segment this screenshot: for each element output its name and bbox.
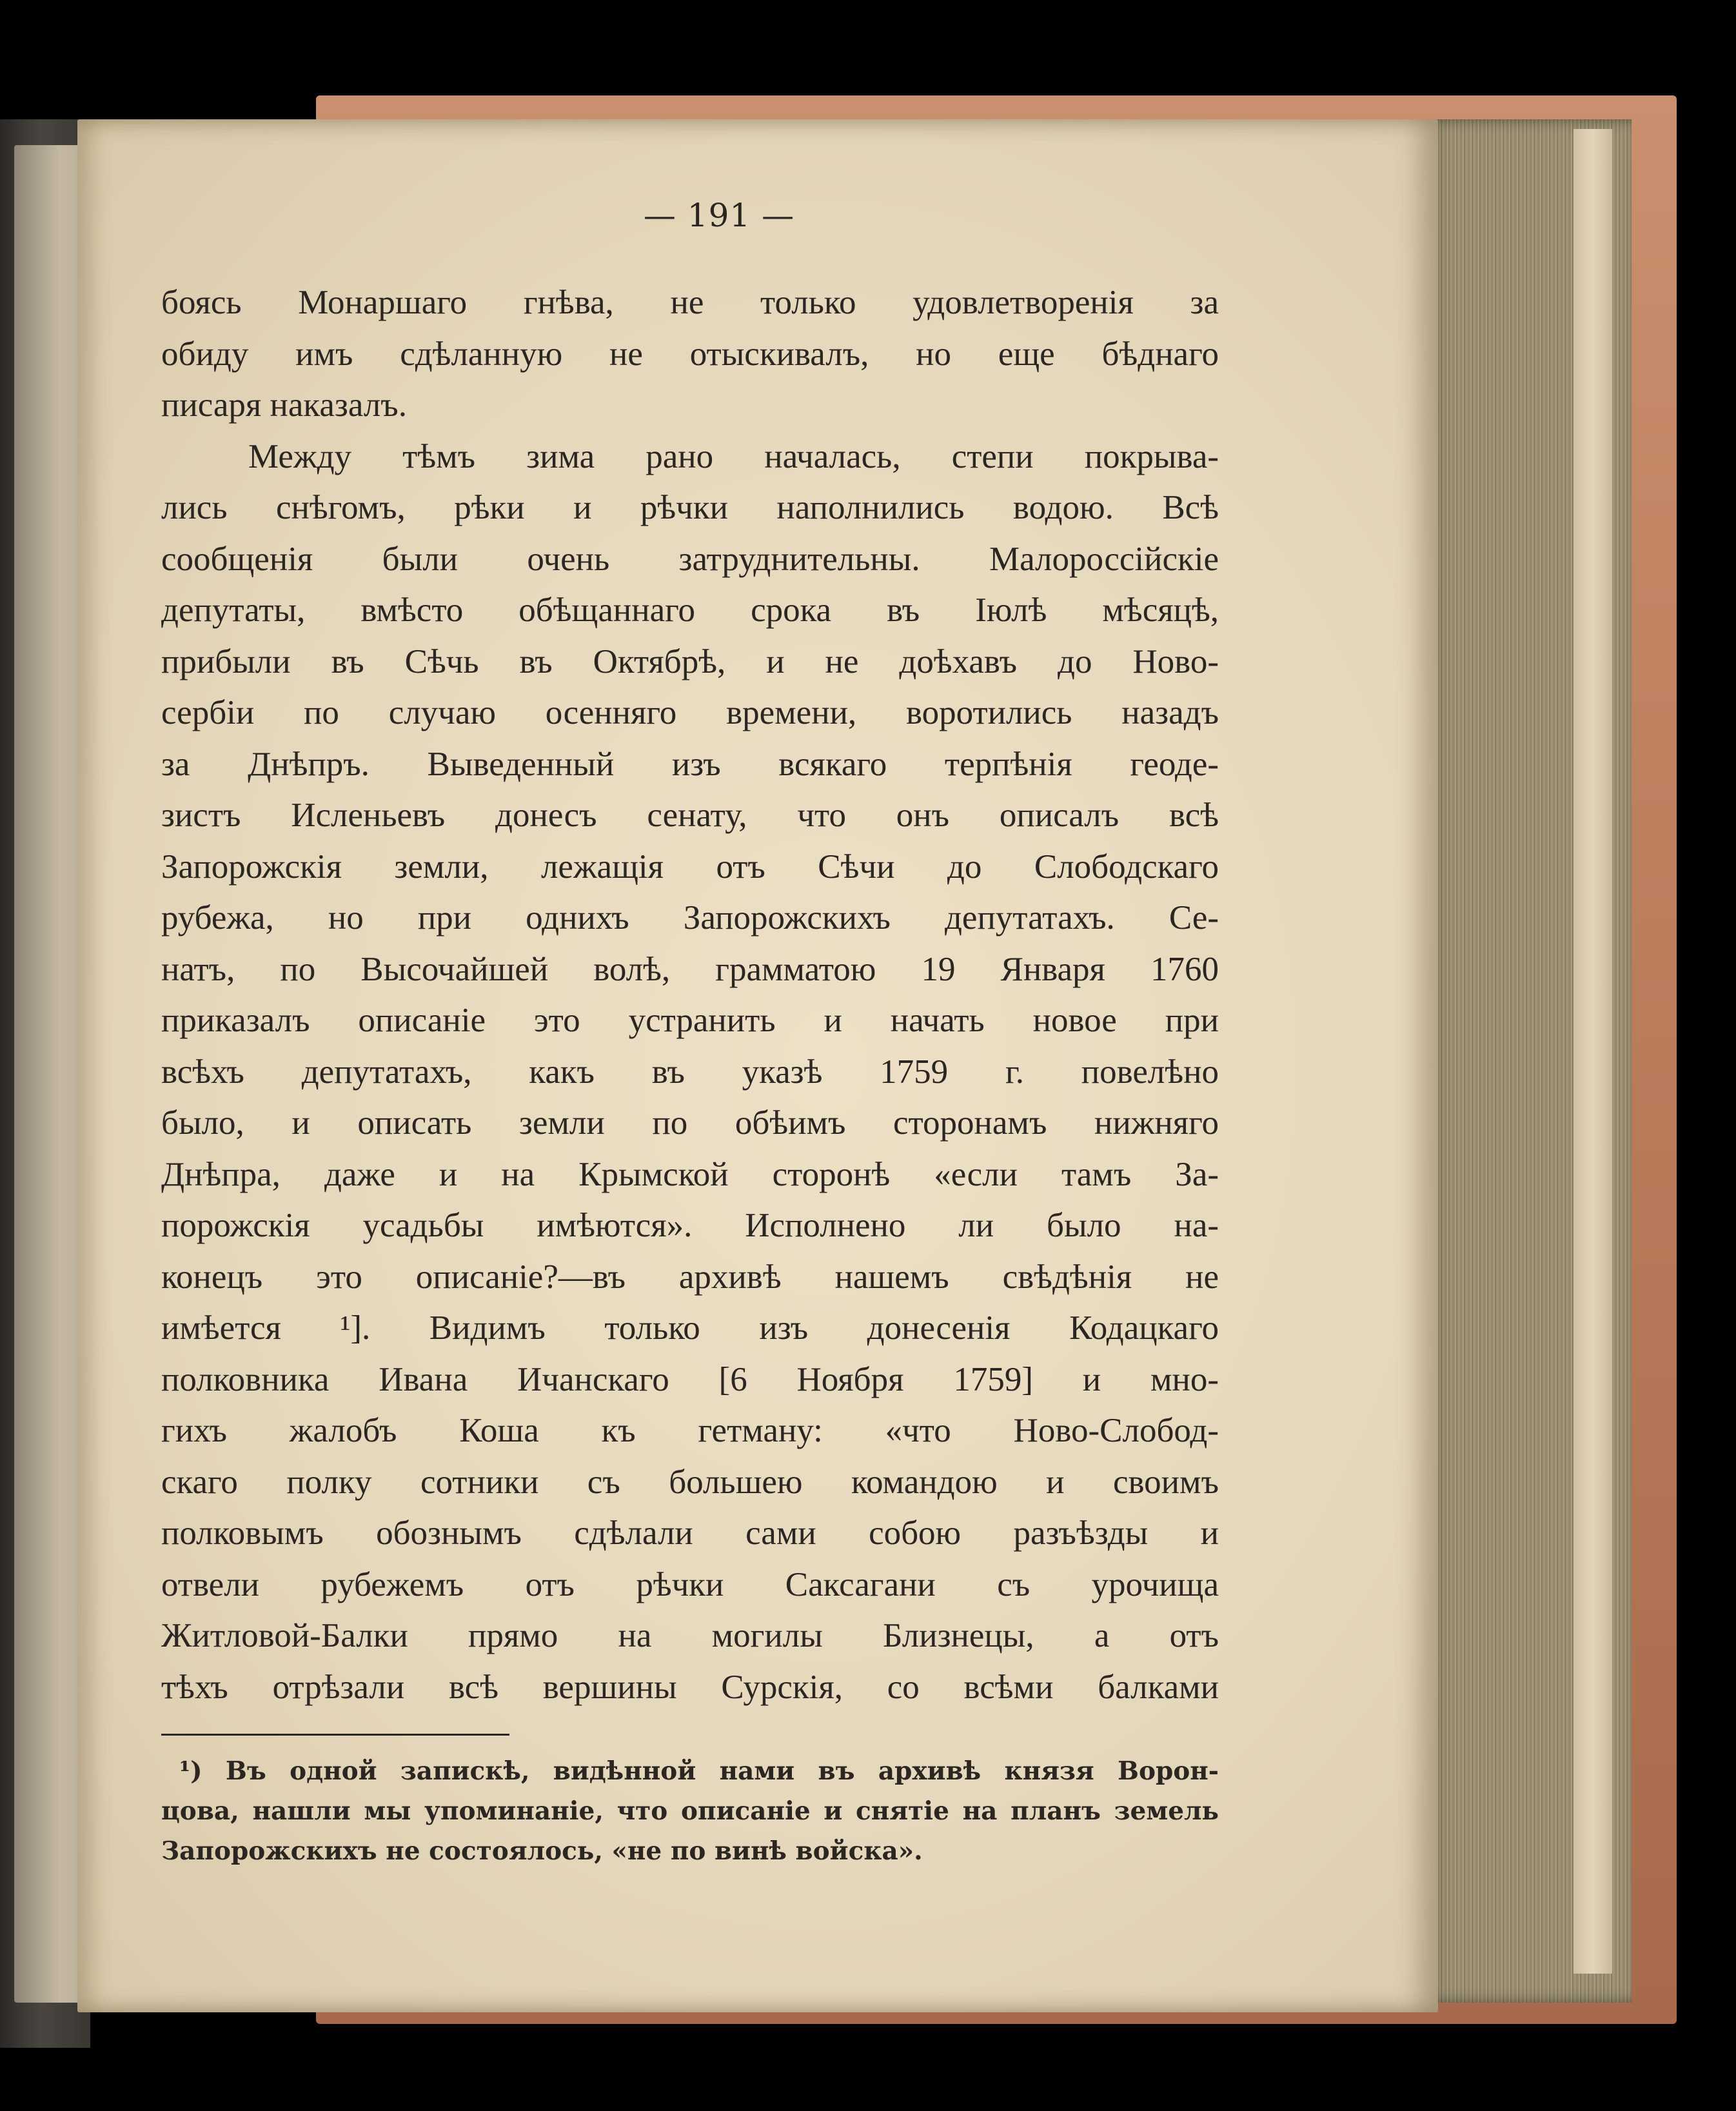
text-line: сообщенія были очень затруднительны. Малороссійскіе	[161, 540, 1219, 578]
text-line: обиду имъ сдѣланную не отыскивалъ, но еще бѣднаго	[161, 335, 1219, 373]
footnote-line: цова, нашли мы упоминаніе, что описаніе и снятіе на планъ земель	[161, 1796, 1219, 1826]
body-text	[161, 277, 1219, 1713]
text-line: гихъ жалобъ Коша къ гетману: «что Ново-Слобод-	[161, 1412, 1219, 1449]
text-line: скаго полку сотники съ большею командою и своимъ	[161, 1463, 1219, 1501]
text-line: Днѣпра, даже и на Крымской сторонѣ «если тамъ За-	[161, 1155, 1219, 1193]
footnote-line: ¹) Въ одной запискѣ, видѣнной нами въ архивѣ князя Ворон-	[179, 1756, 1219, 1786]
text-line: полковымъ обознымъ сдѣлали сами собою разъѣзды и	[161, 1514, 1219, 1552]
page-stack-outer	[1573, 129, 1612, 1974]
text-line: сербіи по случаю осенняго времени, воротились назадъ	[161, 694, 1219, 731]
text-line: Между тѣмъ зима рано началась, степи покрыва-	[248, 437, 1219, 475]
text-line: полковника Ивана Ичанскаго [6 Ноября 1759] и мно-	[161, 1360, 1219, 1398]
footnote	[161, 1751, 1219, 1871]
text-line: Запорожскія земли, лежащія отъ Сѣчи до Слободскаго	[161, 847, 1219, 886]
page-number: — 191 —	[643, 197, 795, 234]
text-line: Житловой-Балки прямо на могилы Близнецы, а отъ	[161, 1617, 1219, 1654]
text-line: порожскія усадьбы имѣются». Исполнено ли было на-	[161, 1207, 1219, 1244]
text-line: конецъ это описаніе?—въ архивѣ нашемъ свѣдѣнія не	[161, 1258, 1219, 1296]
text-line: приказалъ описаніе это устранить и начать новое при	[161, 1002, 1219, 1039]
text-line: было, и описать земли по обѣимъ сторонамъ нижняго	[161, 1104, 1219, 1142]
text-line: боясь Монаршаго гнѣва, не только удовлетворенія за	[161, 284, 1219, 321]
footnote-divider	[161, 1734, 509, 1736]
text-line: тѣхъ отрѣзали всѣ вершины Сурскія, со всѣми балками	[161, 1668, 1219, 1706]
text-line: отвели рубежемъ отъ рѣчки Саксагани съ урочища	[161, 1565, 1219, 1603]
text-line: писаря наказалъ.	[161, 386, 407, 424]
text-line: лись снѣгомъ, рѣки и рѣчки наполнились водою. Всѣ	[161, 489, 1219, 526]
text-line: зистъ Исленьевъ донесъ сенату, что онъ описалъ всѣ	[161, 797, 1219, 834]
text-line: натъ, по Высочайшей волѣ, грамматою 19 Января 1760	[161, 950, 1219, 988]
text-line: всѣхъ депутатахъ, какъ въ указѣ 1759 г. повелѣно	[161, 1053, 1219, 1091]
footnote-line: Запорожскихъ не состоялось, «не по винѣ войска».	[161, 1836, 923, 1866]
text-line: депутаты, вмѣсто обѣщаннаго срока въ Іюлѣ мѣсяцѣ,	[161, 591, 1219, 629]
text-line: рубежа, но при однихъ Запорожскихъ депутатахъ. Се-	[161, 899, 1219, 937]
text-line: за Днѣпръ. Выведенный изъ всякаго терпѣнія геоде-	[161, 745, 1219, 783]
text-line: прибыли въ Сѣчь въ Октябрѣ, и не доѣхавъ до Ново-	[161, 642, 1219, 680]
text-line: имѣется ¹]. Видимъ только изъ донесенія Кодацкаго	[161, 1309, 1219, 1347]
